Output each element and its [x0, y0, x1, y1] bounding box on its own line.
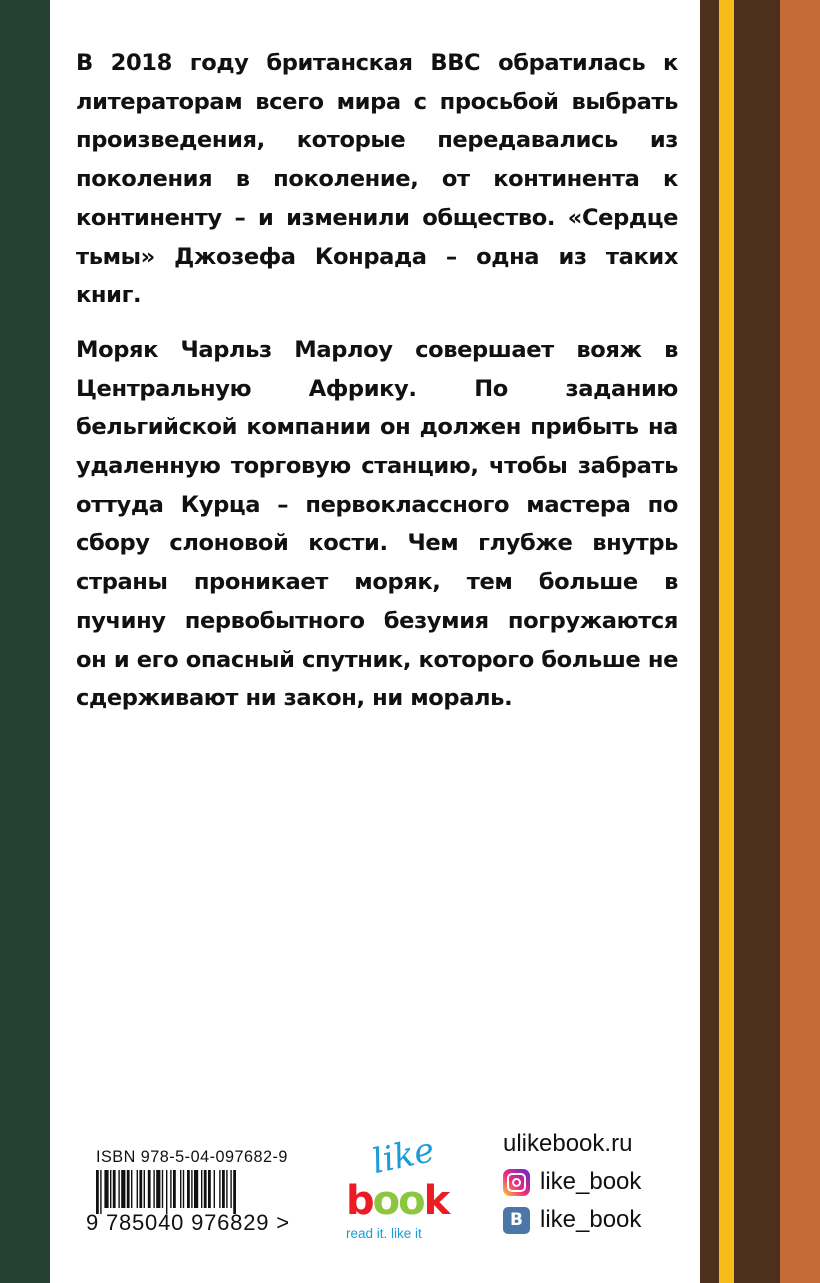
barcode-bar: [137, 1170, 138, 1208]
barcode-bar: [156, 1170, 160, 1208]
barcode-bar: [194, 1170, 198, 1208]
barcode-bar: [100, 1170, 101, 1214]
publisher-contacts: [503, 1130, 693, 1234]
barcode-bar: [148, 1170, 151, 1208]
logo-like-word: like: [368, 1129, 438, 1183]
right-yellow-stripe: [719, 0, 734, 1283]
barcode-bar: [230, 1170, 231, 1208]
annotation-paragraph-2: Моряк Чарльз Марлоу совершает вояж в Центральную Африку. По заданию бельгийской компании он должен прибыть на удаленную торговую станцию, чтобы забрать оттуда Курца – первоклассного мастера по сбору слоновой кости. Чем глубже внутрь страны проникает моряк, тем больше в пучину первобытного безумия погружаются он и его опасный спутник, которого больше не сдерживают ни закон, ни мораль.: [76, 336, 678, 712]
barcode-bar: [162, 1170, 163, 1208]
right-brown-stripe-2: [734, 0, 780, 1283]
barcode-bar: [187, 1170, 190, 1208]
barcode-bar: [226, 1170, 227, 1208]
website-link[interactable]: ulikebook.ru: [503, 1130, 633, 1157]
annotation-paragraph-1: В 2018 году британская BBC обратилась к литераторам всего мира с просьбой выбрать произведения, которые передавались из поколения в поколение, от континента к континенту – и изменили общество. «Сердце тьмы» Джозефа Конрада – одна из таких книг.: [76, 50, 678, 309]
barcode-bar: [208, 1170, 211, 1208]
barcode-bar: [180, 1170, 181, 1208]
vk-row[interactable]: [503, 1206, 693, 1234]
barcode-bar: [113, 1170, 116, 1208]
barcode-bar: [170, 1170, 171, 1208]
barcode-bar: [191, 1170, 192, 1208]
barcode-bar: [144, 1170, 145, 1208]
isbn-barcode: [84, 1148, 312, 1248]
barcode-bar: [204, 1170, 207, 1208]
barcode-bar: [219, 1170, 220, 1208]
instagram-handle: like_book: [540, 1168, 642, 1195]
barcode-bar: [233, 1170, 236, 1214]
barcode-bar: [166, 1170, 167, 1214]
barcode-bar: [118, 1170, 119, 1208]
logo-tagline: read it. like it: [346, 1226, 422, 1241]
book-annotation: [76, 44, 678, 718]
barcode-bar: [110, 1170, 111, 1208]
logo-book-word: book: [346, 1178, 449, 1224]
instagram-row[interactable]: [503, 1168, 693, 1196]
likebook-logo: [344, 1129, 466, 1245]
barcode-bar: [214, 1170, 215, 1208]
isbn-label: ISBN 978-5-04-097682-9: [96, 1148, 288, 1166]
barcode-bars: [96, 1170, 296, 1214]
barcode-bar: [131, 1170, 132, 1208]
left-green-stripe: [0, 0, 50, 1283]
barcode-bar: [201, 1170, 202, 1208]
vk-handle: like_book: [540, 1206, 642, 1233]
barcode-bar: [139, 1170, 142, 1208]
barcode-bar: [96, 1170, 99, 1214]
barcode-digits: 9 785040 976829 >: [86, 1210, 290, 1235]
barcode-bar: [104, 1170, 108, 1208]
right-orange-stripe: [780, 0, 820, 1283]
right-brown-stripe: [700, 0, 719, 1283]
barcode-bar: [153, 1170, 154, 1208]
instagram-icon: [503, 1169, 530, 1196]
vk-icon: В: [503, 1207, 530, 1234]
barcode-bar: [222, 1170, 225, 1208]
barcode-bar: [127, 1170, 130, 1208]
barcode-bar: [183, 1170, 184, 1208]
barcode-bar: [173, 1170, 176, 1208]
barcode-bar: [121, 1170, 125, 1208]
